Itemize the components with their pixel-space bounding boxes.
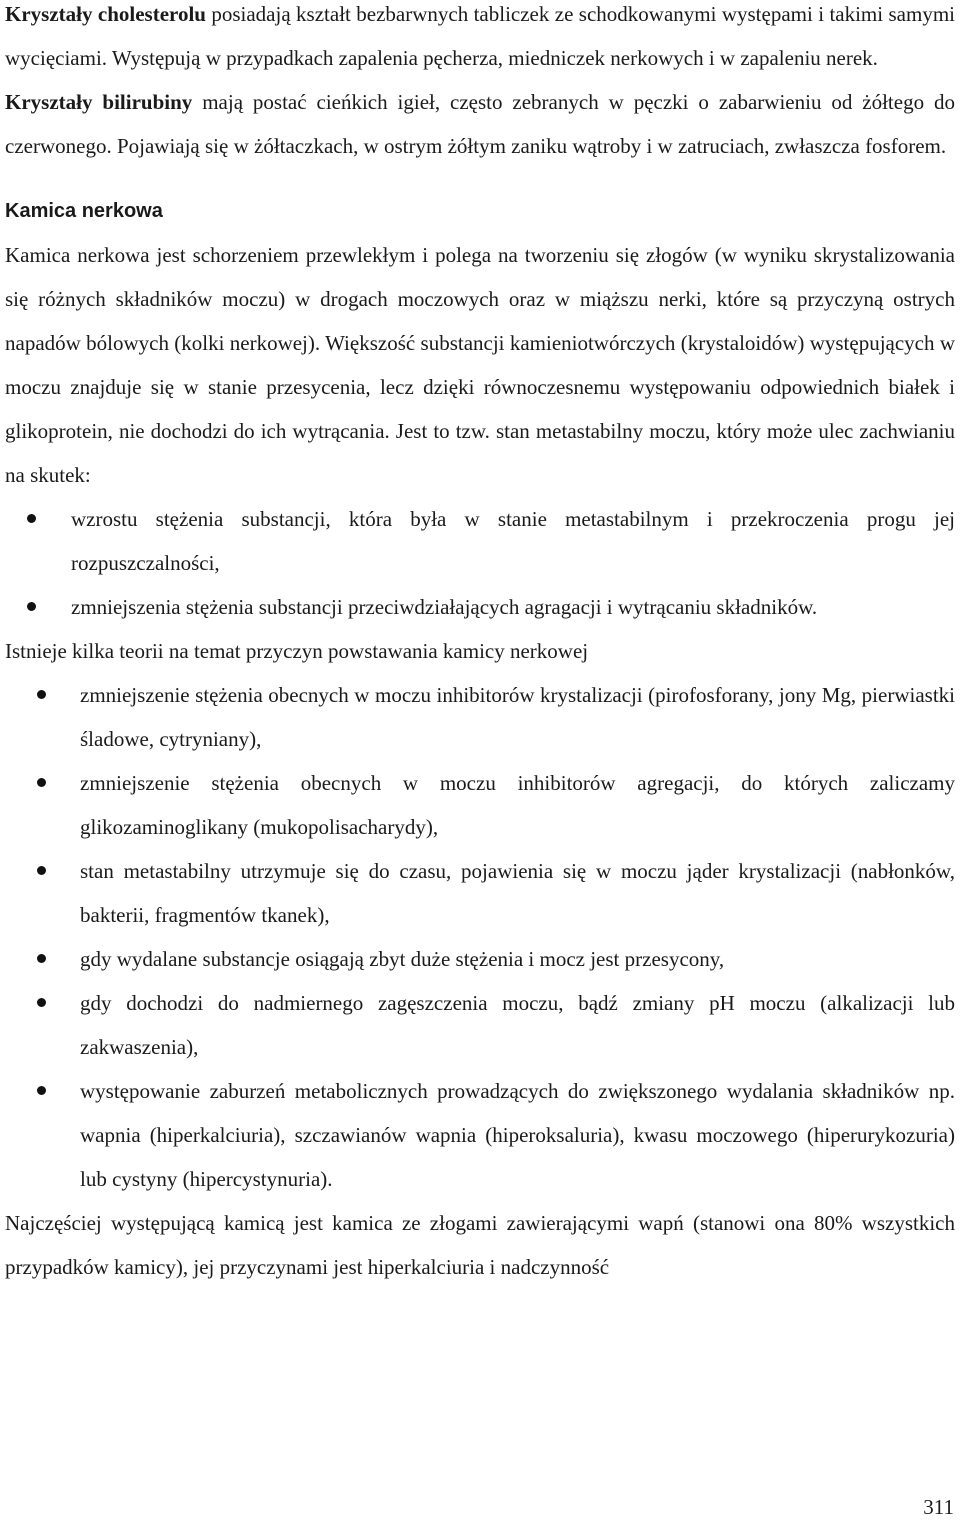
bullet-icon xyxy=(27,602,36,611)
paragraph-text: mają postać cieńkich igieł, często zebranych w pęczki o zabarwieniu od żółtego do czerwonego. Pojawiają się w żółtaczkach, w ostrym żółtym zaniku wątroby i w zatruciach, zwłaszcza fosforem. xyxy=(5,90,956,158)
bullet-icon xyxy=(37,998,46,1007)
list-item: wzrostu stężenia substancji, która była w stanie metastabilnym i przekroczenia progu jej rozpuszczalności, xyxy=(5,497,955,585)
list-item: stan metastabilny utrzymuje się do czasu, pojawienia się w moczu jąder krystalizacji (nabłonków, bakterii, fragmentów tkanek), xyxy=(5,849,955,937)
bullet-list-causes xyxy=(5,497,955,629)
list-item: zmniejszenie stężenia obecnych w moczu inhibitorów krystalizacji (pirofosforany, jony Mg, pierwiastki śladowe, cytryniany), xyxy=(5,673,955,761)
list-item: zmniejszenie stężenia obecnych w moczu inhibitorów agregacji, do których zaliczamy glikozaminoglikany (mukopolisacharydy), xyxy=(5,761,955,849)
term-cholesterol-crystals: Kryształy cholesterolu xyxy=(5,2,206,26)
list-item: zmniejszenia stężenia substancji przeciwdziałających agragacji i wytrącaniu składników. xyxy=(5,585,955,629)
bullet-icon xyxy=(37,954,46,963)
paragraph-cholesterol-crystals xyxy=(5,0,955,80)
bullet-icon xyxy=(37,1086,46,1095)
bullet-icon xyxy=(27,514,36,523)
paragraph-text: posiadają kształt bezbarwnych tabliczek ze schodkowanymi występami i takimi samymi wycięciami. Występują w przypadkach zapalenia pęcherza, miedniczek nerkowych i w zapaleniu nerek. xyxy=(5,2,955,70)
paragraph-bilirubin-crystals xyxy=(5,80,955,168)
section-kidney-stones xyxy=(5,189,955,1289)
bullet-icon xyxy=(37,778,46,787)
document-page xyxy=(5,0,955,1289)
paragraph-intro: Kamica nerkowa jest schorzeniem przewlekłym i polega na tworzeniu się złogów (w wyniku skrystalizowania się różnych składników moczu) w drogach moczowych oraz w miąższu nerki, które są przyczyną ostrych napadów bólowych (kolki nerkowej). Większość substancji kamieniotwórczych (krystaloidów) występujących w moczu znajduje się w stanie przesycenia, lecz dzięki równoczesnemu występowaniu odpowiednich białek i glikoprotein, nie dochodzi do ich wytrącania. Jest to tzw. stan metastabilny moczu, który może ulec zachwianiu na skutek: xyxy=(5,243,955,487)
paragraph-calcium-stones: Najczęściej występującą kamicą jest kamica ze złogami zawierającymi wapń (stanowi ona 80% wszystkich przypadków kamicy), jej przyczynami jest hiperkalciuria i nadczynność xyxy=(5,1211,955,1279)
list-item: gdy dochodzi do nadmiernego zagęszczenia moczu, bądź zmiany pH moczu (alkalizacji lub zakwaszenia), xyxy=(5,981,955,1069)
term-bilirubin-crystals: Kryształy bilirubiny xyxy=(5,90,193,114)
page-number: 311 xyxy=(923,1495,954,1519)
bullet-list-theories xyxy=(5,673,955,1201)
list-item: występowanie zaburzeń metabolicznych prowadzących do zwiększonego wydalania składników np. wapnia (hiperkalciuria), szczawianów wapnia (hiperoksaluria), kwasu moczowego (hiperurykozuria) lub cystyny (hipercystynuria). xyxy=(5,1069,955,1201)
list-item: gdy wydalane substancje osiągają zbyt duże stężenia i mocz jest przesycony, xyxy=(5,937,955,981)
bullet-icon xyxy=(37,690,46,699)
paragraph-theories: Istnieje kilka teorii na temat przyczyn powstawania kamicy nerkowej xyxy=(5,639,589,663)
section-heading: Kamica nerkowa xyxy=(5,200,163,222)
bullet-icon xyxy=(37,866,46,875)
